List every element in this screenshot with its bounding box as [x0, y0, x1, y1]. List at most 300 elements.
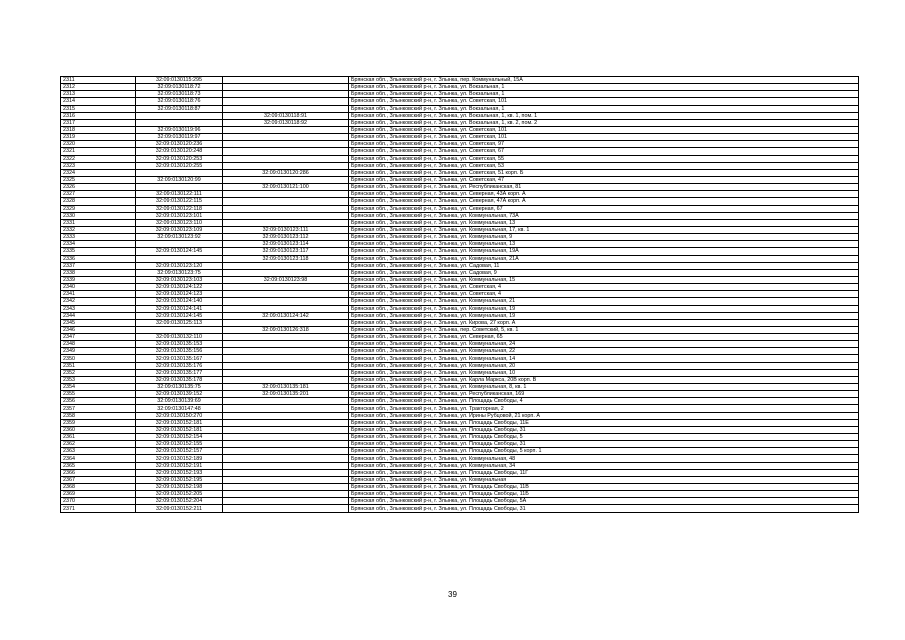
cadastral-number-cell: 32:09:0130152:211 — [136, 505, 223, 512]
table-row — [61, 434, 859, 441]
building-cadastral-number-cell: 32:09:0130118:92 — [223, 119, 349, 126]
building-cadastral-number-cell — [223, 376, 349, 383]
cadastral-number-cell: 32:09:0130152:204 — [136, 498, 223, 505]
address-cell: Брянская обл., Злынковский р-н, г. Злынка, ул. Коммунальная, 8, кв. 1 — [349, 384, 859, 391]
table-row — [61, 105, 859, 112]
table-row — [61, 405, 859, 412]
cadastral-number-cell: 32:09:0130123:75 — [136, 269, 223, 276]
cadastral-number-cell: 32:09:0130147:48 — [136, 405, 223, 412]
address-cell: Брянская обл., Злынковский р-н, г. Злынка, ул. Коммунальная, 15 — [349, 276, 859, 283]
row-number-cell: 2353 — [61, 376, 136, 383]
row-number-cell: 2323 — [61, 162, 136, 169]
building-cadastral-number-cell — [223, 441, 349, 448]
address-cell: Брянская обл., Злынковский р-н, г. Злынка, ул. Коммунальная, 17, кв. 1 — [349, 226, 859, 233]
table-row — [61, 198, 859, 205]
building-cadastral-number-cell: 32:09:0130135:201 — [223, 391, 349, 398]
cadastral-number-cell: 32:09:0130132:110 — [136, 334, 223, 341]
building-cadastral-number-cell: 32:09:0130135:181 — [223, 384, 349, 391]
building-cadastral-number-cell — [223, 134, 349, 141]
cadastral-number-cell: 32:09:0130123:120 — [136, 262, 223, 269]
row-number-cell: 2312 — [61, 84, 136, 91]
cadastral-number-cell: 32:09:0130120:236 — [136, 141, 223, 148]
table-row — [61, 419, 859, 426]
row-number-cell: 2331 — [61, 219, 136, 226]
cadastral-number-cell: 32:09:0130139:152 — [136, 391, 223, 398]
address-cell: Брянская обл., Злынковский р-н, г. Злынка, ул. Вокзальная, 1 — [349, 105, 859, 112]
address-cell: Брянская обл., Злынковский р-н, г. Злынка, ул. Северная, 43А корп. А — [349, 191, 859, 198]
row-number-cell: 2345 — [61, 319, 136, 326]
building-cadastral-number-cell — [223, 91, 349, 98]
cadastral-number-cell: 32:09:0130152:205 — [136, 491, 223, 498]
table-row — [61, 376, 859, 383]
building-cadastral-number-cell — [223, 426, 349, 433]
building-cadastral-number-cell: 32:09:0130123:112 — [223, 234, 349, 241]
row-number-cell: 2364 — [61, 455, 136, 462]
table-row — [61, 441, 859, 448]
building-cadastral-number-cell — [223, 484, 349, 491]
cadastral-number-cell: 32:09:0130118:73 — [136, 91, 223, 98]
building-cadastral-number-cell — [223, 205, 349, 212]
cadastral-number-cell: 32:09:0130152:154 — [136, 434, 223, 441]
address-cell: Брянская обл., Злынковский р-н, г. Злынка, ул. Советская, 67 — [349, 148, 859, 155]
building-cadastral-number-cell — [223, 434, 349, 441]
building-cadastral-number-cell — [223, 148, 349, 155]
building-cadastral-number-cell: 32:09:0130123:114 — [223, 241, 349, 248]
building-cadastral-number-cell — [223, 191, 349, 198]
row-number-cell: 2359 — [61, 419, 136, 426]
row-number-cell: 2350 — [61, 355, 136, 362]
cadastral-number-cell: 32:09:0130125:113 — [136, 319, 223, 326]
building-cadastral-number-cell — [223, 319, 349, 326]
table-row — [61, 384, 859, 391]
address-cell: Брянская обл., Злынковский р-н, г. Злынка, ул. Площадь Свободы, 4 — [349, 398, 859, 405]
row-number-cell: 2371 — [61, 505, 136, 512]
address-cell: Брянская обл., Злынковский р-н, г. Злынка, ул. Советская, 4 — [349, 284, 859, 291]
table-row — [61, 191, 859, 198]
address-cell: Брянская обл., Злынковский р-н, г. Злынка, ул. Площадь Свободы, 31 — [349, 505, 859, 512]
row-number-cell: 2366 — [61, 469, 136, 476]
table-row — [61, 334, 859, 341]
address-cell: Брянская обл., Злынковский р-н, г. Злынка, ул. Коммунальная, 19 — [349, 312, 859, 319]
address-cell: Брянская обл., Злынковский р-н, г. Злынка, ул. Советская, 101 — [349, 126, 859, 133]
address-cell: Брянская обл., Злынковский р-н, г. Злынка, ул. Коммунальная, 24 — [349, 341, 859, 348]
table-row — [61, 462, 859, 469]
row-number-cell: 2311 — [61, 77, 136, 84]
row-number-cell: 2368 — [61, 484, 136, 491]
table-row — [61, 205, 859, 212]
address-cell: Брянская обл., Злынковский р-н, г. Злынка, ул. Коммунальная, 13 — [349, 241, 859, 248]
address-cell: Брянская обл., Злынковский р-н, г. Злынка, ул. Площадь Свободы, 31 — [349, 426, 859, 433]
building-cadastral-number-cell: 32:09:0130123:118 — [223, 255, 349, 262]
building-cadastral-number-cell — [223, 419, 349, 426]
row-number-cell: 2343 — [61, 305, 136, 312]
cadastral-number-cell: 32:09:0130122:118 — [136, 205, 223, 212]
building-cadastral-number-cell — [223, 105, 349, 112]
cadastral-number-cell: 32:09:0130122:115 — [136, 198, 223, 205]
row-number-cell: 2334 — [61, 241, 136, 248]
cadastral-number-cell: 32:09:0130152:195 — [136, 476, 223, 483]
cadastral-number-cell: 32:09:0130124:145 — [136, 312, 223, 319]
table-row — [61, 284, 859, 291]
row-number-cell: 2332 — [61, 226, 136, 233]
building-cadastral-number-cell: 32:09:0130121:100 — [223, 184, 349, 191]
address-cell: Брянская обл., Злынковский р-н, г. Злынка, ул. Северная, 65 — [349, 334, 859, 341]
cadastral-number-cell: 32:09:0130115:295 — [136, 77, 223, 84]
table-row — [61, 219, 859, 226]
building-cadastral-number-cell: 32:09:0130124:142 — [223, 312, 349, 319]
table-row — [61, 398, 859, 405]
table-row — [61, 77, 859, 84]
cadastral-number-cell: 32:09:0130152:189 — [136, 455, 223, 462]
cadastral-number-cell: 32:09:0130139:69 — [136, 398, 223, 405]
cadastral-number-cell — [136, 112, 223, 119]
building-cadastral-number-cell — [223, 284, 349, 291]
table-row — [61, 412, 859, 419]
cadastral-number-cell: 32:09:0130152:198 — [136, 484, 223, 491]
address-cell: Брянская обл., Злынковский р-н, г. Злынка, ул. Вокзальная, 1 — [349, 84, 859, 91]
address-cell: Брянская обл., Злынковский р-н, г. Злынка, ул. Площадь Свободы, 11Г — [349, 469, 859, 476]
building-cadastral-number-cell — [223, 98, 349, 105]
table-row — [61, 362, 859, 369]
row-number-cell: 2365 — [61, 462, 136, 469]
cadastral-number-cell — [136, 119, 223, 126]
address-cell: Брянская обл., Злынковский р-н, г. Злынка, ул. Советская, 55 — [349, 155, 859, 162]
registry-table — [60, 76, 859, 513]
address-cell: Брянская обл., Злынковский р-н, г. Злынка, ул. Площадь Свободы, 5 корп. 1 — [349, 448, 859, 455]
address-cell: Брянская обл., Злынковский р-н, г. Злынка, ул. Северная, 47А корп. А — [349, 198, 859, 205]
cadastral-number-cell: 32:09:0130124:141 — [136, 305, 223, 312]
table-row — [61, 91, 859, 98]
row-number-cell: 2346 — [61, 326, 136, 333]
building-cadastral-number-cell: 32:09:0130126:318 — [223, 326, 349, 333]
building-cadastral-number-cell — [223, 448, 349, 455]
building-cadastral-number-cell: 32:09:0130118:91 — [223, 112, 349, 119]
table-row — [61, 226, 859, 233]
building-cadastral-number-cell — [223, 212, 349, 219]
building-cadastral-number-cell — [223, 198, 349, 205]
address-cell: Брянская обл., Злынковский р-н, г. Злынка, ул. Коммунальная, 14 — [349, 355, 859, 362]
address-cell: Брянская обл., Злынковский р-н, г. Злынка, ул. Советская, 53 — [349, 162, 859, 169]
building-cadastral-number-cell — [223, 455, 349, 462]
row-number-cell: 2320 — [61, 141, 136, 148]
address-cell: Брянская обл., Злынковский р-н, г. Злынка, ул. Коммунальная, 22 — [349, 348, 859, 355]
table-row — [61, 469, 859, 476]
row-number-cell: 2361 — [61, 434, 136, 441]
address-cell: Брянская обл., Злынковский р-н, г. Злынка, ул. Площадь Свободы, 11В — [349, 484, 859, 491]
table-row — [61, 169, 859, 176]
row-number-cell: 2321 — [61, 148, 136, 155]
row-number-cell: 2351 — [61, 362, 136, 369]
cadastral-number-cell: 32:09:0130124:122 — [136, 284, 223, 291]
row-number-cell: 2356 — [61, 398, 136, 405]
address-cell: Брянская обл., Злынковский р-н, г. Злынка, ул. Коммунальная — [349, 476, 859, 483]
address-cell: Брянская обл., Злынковский р-н, г. Злынка, ул. Коммунальная, 73А — [349, 212, 859, 219]
table-row — [61, 305, 859, 312]
row-number-cell: 2347 — [61, 334, 136, 341]
cadastral-number-cell: 32:09:0130135:167 — [136, 355, 223, 362]
address-cell: Брянская обл., Злынковский р-н, г. Злынка, ул. Коммунальная, 10 — [349, 369, 859, 376]
row-number-cell: 2338 — [61, 269, 136, 276]
building-cadastral-number-cell — [223, 412, 349, 419]
cadastral-number-cell: 32:09:0130135:153 — [136, 341, 223, 348]
table-row — [61, 355, 859, 362]
table-row — [61, 476, 859, 483]
cadastral-number-cell: 32:09:0130152:181 — [136, 426, 223, 433]
row-number-cell: 2370 — [61, 498, 136, 505]
building-cadastral-number-cell — [223, 84, 349, 91]
building-cadastral-number-cell — [223, 291, 349, 298]
building-cadastral-number-cell — [223, 176, 349, 183]
row-number-cell: 2336 — [61, 255, 136, 262]
table-row — [61, 126, 859, 133]
row-number-cell: 2352 — [61, 369, 136, 376]
table-row — [61, 341, 859, 348]
row-number-cell: 2324 — [61, 169, 136, 176]
table-row — [61, 148, 859, 155]
address-cell: Брянская обл., Злынковский р-н, г. Злынка, ул. Советская, 101 — [349, 98, 859, 105]
building-cadastral-number-cell: 32:09:0130123:111 — [223, 226, 349, 233]
table-row — [61, 98, 859, 105]
address-cell: Брянская обл., Злынковский р-н, г. Злынка, ул. Республиканская, 169 — [349, 391, 859, 398]
cadastral-number-cell — [136, 255, 223, 262]
building-cadastral-number-cell — [223, 141, 349, 148]
row-number-cell: 2328 — [61, 198, 136, 205]
row-number-cell: 2367 — [61, 476, 136, 483]
row-number-cell: 2327 — [61, 191, 136, 198]
table-row — [61, 298, 859, 305]
address-cell: Брянская обл., Злынковский р-н, г. Злынка, ул. Коммунальная, 48 — [349, 455, 859, 462]
address-cell: Брянская обл., Злынковский р-н, г. Злынка, ул. Карла Маркса, 20В корп. В — [349, 376, 859, 383]
table-row — [61, 212, 859, 219]
table-row — [61, 319, 859, 326]
address-cell: Брянская обл., Злынковский р-н, г. Злынка, ул. Коммунальная, 34 — [349, 462, 859, 469]
table-row — [61, 141, 859, 148]
row-number-cell: 2358 — [61, 412, 136, 419]
row-number-cell: 2340 — [61, 284, 136, 291]
row-number-cell: 2313 — [61, 91, 136, 98]
building-cadastral-number-cell — [223, 498, 349, 505]
cadastral-number-cell — [136, 241, 223, 248]
cadastral-number-cell: 32:09:0130123:101 — [136, 212, 223, 219]
table-row — [61, 262, 859, 269]
table-row — [61, 312, 859, 319]
table-row — [61, 134, 859, 141]
address-cell: Брянская обл., Злынковский р-н, г. Злынка, ул. Коммунальная, 9 — [349, 234, 859, 241]
cadastral-number-cell: 32:09:0130152:155 — [136, 441, 223, 448]
address-cell: Брянская обл., Злынковский р-н, г. Злынка, ул. Коммунальная, 21 — [349, 298, 859, 305]
row-number-cell: 2362 — [61, 441, 136, 448]
building-cadastral-number-cell — [223, 219, 349, 226]
row-number-cell: 2349 — [61, 348, 136, 355]
row-number-cell: 2316 — [61, 112, 136, 119]
cadastral-number-cell: 32:09:0130123:103 — [136, 276, 223, 283]
cadastral-number-cell: 32:09:0130118:76 — [136, 98, 223, 105]
cadastral-number-cell: 32:09:0130124:123 — [136, 291, 223, 298]
building-cadastral-number-cell: 32:09:0130123:117 — [223, 248, 349, 255]
row-number-cell: 2369 — [61, 491, 136, 498]
cadastral-number-cell — [136, 326, 223, 333]
cadastral-number-cell: 32:09:0130152:193 — [136, 469, 223, 476]
table-row — [61, 276, 859, 283]
address-cell: Брянская обл., Злынковский р-н, г. Злынка, ул. Вокзальная, 1 — [349, 91, 859, 98]
cadastral-number-cell: 32:09:0130152:157 — [136, 448, 223, 455]
cadastral-number-cell: 32:09:0130120:253 — [136, 155, 223, 162]
row-number-cell: 2355 — [61, 391, 136, 398]
building-cadastral-number-cell — [223, 491, 349, 498]
row-number-cell: 2339 — [61, 276, 136, 283]
cadastral-number-cell: 32:09:0130120:99 — [136, 176, 223, 183]
cadastral-number-cell: 32:09:0130152:191 — [136, 462, 223, 469]
cadastral-number-cell: 32:09:0130123:109 — [136, 226, 223, 233]
address-cell: Брянская обл., Злынковский р-н, г. Злынка, ул. Коммунальная, 19А — [349, 248, 859, 255]
address-cell: Брянская обл., Злынковский р-н, г. Злынка, ул. Советская, 97 — [349, 141, 859, 148]
building-cadastral-number-cell — [223, 462, 349, 469]
building-cadastral-number-cell — [223, 476, 349, 483]
table-row — [61, 119, 859, 126]
building-cadastral-number-cell — [223, 262, 349, 269]
row-number-cell: 2314 — [61, 98, 136, 105]
address-cell: Брянская обл., Злынковский р-н, г. Злынка, ул. Коммунальная, 19 — [349, 305, 859, 312]
address-cell: Брянская обл., Злынковский р-н, г. Злынка, ул. Площадь Свободы, 5А — [349, 498, 859, 505]
address-cell: Брянская обл., Злынковский р-н, г. Злынка, ул. Площадь Свободы, 31 — [349, 441, 859, 448]
row-number-cell: 2337 — [61, 262, 136, 269]
table-row — [61, 426, 859, 433]
cadastral-number-cell: 32:09:0130123:110 — [136, 219, 223, 226]
row-number-cell: 2341 — [61, 291, 136, 298]
row-number-cell: 2326 — [61, 184, 136, 191]
row-number-cell: 2348 — [61, 341, 136, 348]
address-cell: Брянская обл., Злынковский р-н, г. Злынка, ул. Площадь Свободы, 11Е — [349, 419, 859, 426]
address-cell: Брянская обл., Злынковский р-н, г. Злынка, ул. Коммунальная, 20 — [349, 362, 859, 369]
building-cadastral-number-cell — [223, 398, 349, 405]
address-cell: Брянская обл., Злынковский р-н, г. Злынка, ул. Площадь Свободы, 5 — [349, 434, 859, 441]
row-number-cell: 2333 — [61, 234, 136, 241]
address-cell: Брянская обл., Злынковский р-н, г. Злынка, ул. Советская, 4 — [349, 291, 859, 298]
address-cell: Брянская обл., Злынковский р-н, г. Злынка, ул. Северная, 67 — [349, 205, 859, 212]
table-row — [61, 162, 859, 169]
table-row — [61, 391, 859, 398]
building-cadastral-number-cell — [223, 126, 349, 133]
cadastral-number-cell: 32:09:0130118:87 — [136, 105, 223, 112]
cadastral-number-cell — [136, 184, 223, 191]
building-cadastral-number-cell — [223, 505, 349, 512]
cadastral-number-cell: 32:09:0130135:75 — [136, 384, 223, 391]
row-number-cell: 2354 — [61, 384, 136, 391]
row-number-cell: 2360 — [61, 426, 136, 433]
table-row — [61, 348, 859, 355]
building-cadastral-number-cell — [223, 469, 349, 476]
cadastral-number-cell: 32:09:0130124:145 — [136, 248, 223, 255]
table-row — [61, 255, 859, 262]
address-cell: Брянская обл., Злынковский р-н, г. Злынка, ул. Площадь Свободы, 11Б — [349, 491, 859, 498]
building-cadastral-number-cell: 32:09:0130123:98 — [223, 276, 349, 283]
cadastral-number-cell: 32:09:0130119:96 — [136, 126, 223, 133]
address-cell: Брянская обл., Злынковский р-н, г. Злынка, пер. Коммунальный, 15А — [349, 77, 859, 84]
cadastral-number-cell: 32:09:0130119:97 — [136, 134, 223, 141]
address-cell: Брянская обл., Злынковский р-н, г. Злынка, ул. Тракторная, 2 — [349, 405, 859, 412]
page-number: 39 — [448, 590, 457, 599]
table-row — [61, 491, 859, 498]
building-cadastral-number-cell — [223, 298, 349, 305]
row-number-cell: 2317 — [61, 119, 136, 126]
table-row — [61, 234, 859, 241]
row-number-cell: 2329 — [61, 205, 136, 212]
row-number-cell: 2319 — [61, 134, 136, 141]
building-cadastral-number-cell — [223, 355, 349, 362]
address-cell: Брянская обл., Злынковский р-н, г. Злынка, ул. Садовая, 9 — [349, 269, 859, 276]
table-row — [61, 248, 859, 255]
cadastral-number-cell: 32:09:0130120:255 — [136, 162, 223, 169]
table-row — [61, 155, 859, 162]
table-row — [61, 369, 859, 376]
building-cadastral-number-cell — [223, 155, 349, 162]
table-row — [61, 112, 859, 119]
building-cadastral-number-cell — [223, 348, 349, 355]
cadastral-number-cell: 32:09:0130135:177 — [136, 369, 223, 376]
table-row — [61, 498, 859, 505]
row-number-cell: 2357 — [61, 405, 136, 412]
cadastral-number-cell — [136, 169, 223, 176]
building-cadastral-number-cell — [223, 341, 349, 348]
building-cadastral-number-cell — [223, 369, 349, 376]
address-cell: Брянская обл., Злынковский р-н, г. Злынка, ул. Советская, 101 — [349, 134, 859, 141]
address-cell: Брянская обл., Злынковский р-н, г. Злынка, ул. Республиканская, 81 — [349, 184, 859, 191]
cadastral-number-cell: 32:09:0130118:72 — [136, 84, 223, 91]
cadastral-number-cell: 32:09:0130135:156 — [136, 348, 223, 355]
registry-table-body — [61, 77, 859, 513]
address-cell: Брянская обл., Злынковский р-н, г. Злынка, пер. Советский, 5, кв. 1 — [349, 326, 859, 333]
row-number-cell: 2315 — [61, 105, 136, 112]
table-row — [61, 269, 859, 276]
table-row — [61, 326, 859, 333]
building-cadastral-number-cell — [223, 362, 349, 369]
cadastral-number-cell: 32:09:0130150:270 — [136, 412, 223, 419]
address-cell: Брянская обл., Злынковский р-н, г. Злынка, ул. Коммунальная, 13 — [349, 219, 859, 226]
table-row — [61, 241, 859, 248]
table-row — [61, 176, 859, 183]
cadastral-number-cell: 32:09:0130135:176 — [136, 362, 223, 369]
row-number-cell: 2318 — [61, 126, 136, 133]
cadastral-number-cell: 32:09:0130135:178 — [136, 376, 223, 383]
building-cadastral-number-cell: 32:09:0130120:286 — [223, 169, 349, 176]
address-cell: Брянская обл., Злынковский р-н, г. Злынка, ул. Ирины Рубцовой, 21 корп. А — [349, 412, 859, 419]
address-cell: Брянская обл., Злынковский р-н, г. Злынка, ул. Вокзальная, 1, кв. 1, пом. 1 — [349, 112, 859, 119]
building-cadastral-number-cell — [223, 405, 349, 412]
address-cell: Брянская обл., Злынковский р-н, г. Злынка, ул. Советская, 51 корп. Б — [349, 169, 859, 176]
table-row — [61, 184, 859, 191]
address-cell: Брянская обл., Злынковский р-н, г. Злынка, ул. Вокзальная, 1, кв. 2, пом. 2 — [349, 119, 859, 126]
table-row — [61, 505, 859, 512]
building-cadastral-number-cell — [223, 77, 349, 84]
cadastral-number-cell: 32:09:0130120:248 — [136, 148, 223, 155]
row-number-cell: 2363 — [61, 448, 136, 455]
table-row — [61, 448, 859, 455]
cadastral-number-cell: 32:09:0130124:140 — [136, 298, 223, 305]
address-cell: Брянская обл., Злынковский р-н, г. Злынка, ул. Советская, 47 — [349, 176, 859, 183]
row-number-cell: 2330 — [61, 212, 136, 219]
cadastral-number-cell: 32:09:0130152:181 — [136, 419, 223, 426]
table-row — [61, 84, 859, 91]
row-number-cell: 2325 — [61, 176, 136, 183]
address-cell: Брянская обл., Злынковский р-н, г. Злынка, ул. Коммунальная, 21А — [349, 255, 859, 262]
building-cadastral-number-cell — [223, 162, 349, 169]
table-row — [61, 291, 859, 298]
address-cell: Брянская обл., Злынковский р-н, г. Злынка, ул. Садовая, 11 — [349, 262, 859, 269]
row-number-cell: 2342 — [61, 298, 136, 305]
table-row — [61, 484, 859, 491]
address-cell: Брянская обл., Злынковский р-н, г. Злынка, ул. Кирова, 27 корп. А — [349, 319, 859, 326]
building-cadastral-number-cell — [223, 334, 349, 341]
